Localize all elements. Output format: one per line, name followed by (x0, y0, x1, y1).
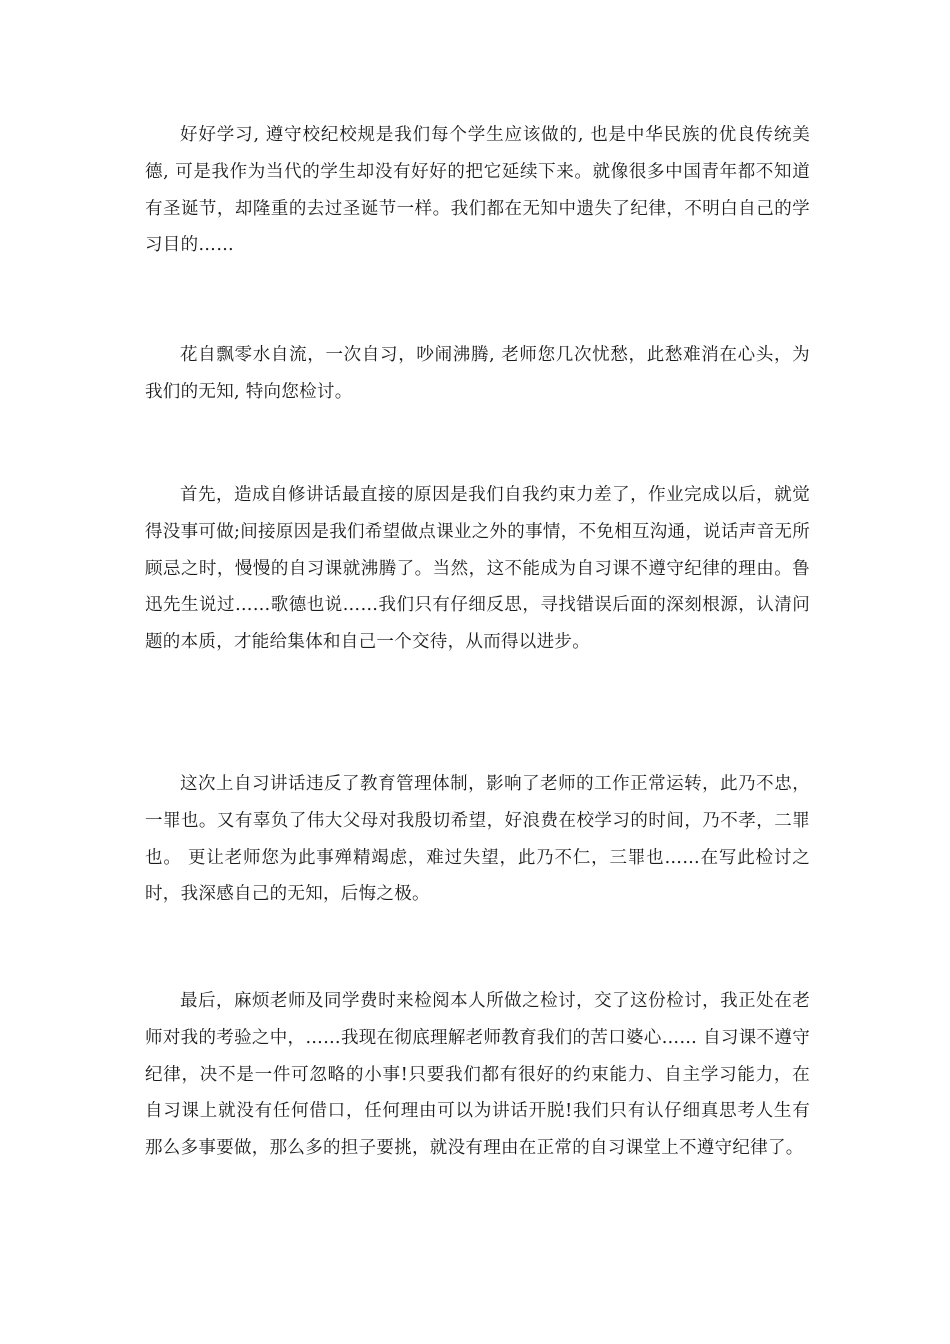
paragraph-3: 首先，造成自修讲话最直接的原因是我们自我约束力差了，作业完成以后，就觉得没事可做;间接原因是我们希望做点课业之外的事情，不免相互沟通，说话声音无所顾忌之时，慢慢的自习课就沸腾了。当然，这不能成为自习课不遵守纪律的理由。鲁迅先生说过……歌德也说……我们只有仔细反思，寻找错误后面的深刻根源，认清问题的本质，才能给集体和自己一个交待，从而得以进步。 (145, 485, 810, 653)
paragraph-1: 好好学习, 遵守校纪校规是我们每个学生应该做的, 也是中华民族的优良传统美德, 可是我作为当代的学生却没有好好的把它延续下来。就像很多中国青年都不知道有圣诞节，却隆重的去过圣诞节一样。我们都在无知中遗失了纪律，不明白自己的学习目的…… (145, 125, 810, 256)
paragraph-5: 最后，麻烦老师及同学费时来检阅本人所做之检讨，交了这份检讨，我正处在老师对我的考验之中，……我现在彻底理解老师教育我们的苦口婆心…… 自习课不遵守纪律，决不是一件可忽略的小事!只要我们都有很好的约束能力、自主学习能力，在自习课上就没有任何借口，任何理由可以为讲话开脱!我们只有认仔细真思考人生有那么多事要做，那么多的担子要挑，就没有理由在正常的自习课堂上不遵守纪律了。 (145, 991, 810, 1159)
paragraph-2: 花自飘零水自流，一次自习，吵闹沸腾, 老师您几次忧愁，此愁难消在心头，为我们的无知, 特向您检讨。 (145, 345, 810, 402)
paragraph-4: 这次上自习讲话违反了教育管理体制，影响了老师的工作正常运转，此乃不忠，一罪也。又有辜负了伟大父母对我殷切希望，好浪费在校学习的时间，乃不孝，二罪也。 更让老师您为此事殚精竭虑，难过失望，此乃不仁，三罪也……在写此检讨之时，我深感自己的无知，后悔之极。 (145, 774, 810, 905)
